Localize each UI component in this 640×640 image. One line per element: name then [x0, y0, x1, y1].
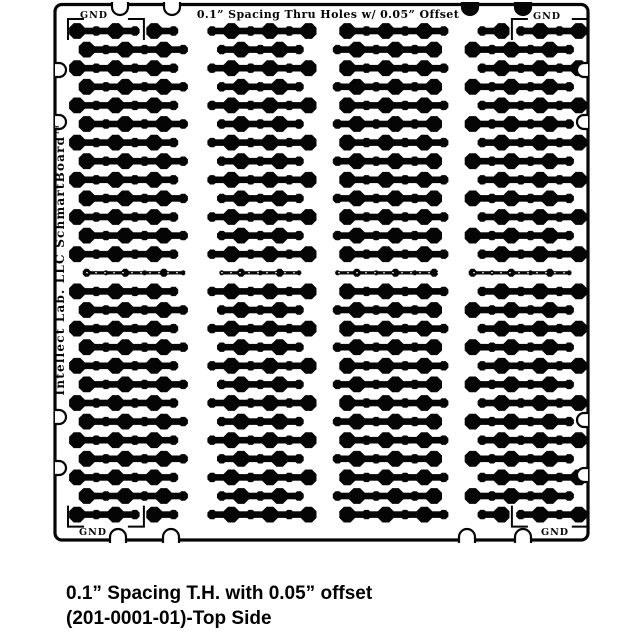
- fine-pitch-row: [77, 269, 581, 277]
- image-caption: [66, 581, 372, 631]
- top-edge-notch: [112, 2, 128, 15]
- pad-row: [79, 79, 574, 95]
- gnd-label-bottom-right: GND: [540, 527, 570, 538]
- left-edge-hook-notch: [55, 410, 66, 424]
- pad-row: [79, 488, 574, 504]
- pad-row: [79, 42, 574, 58]
- pad-row: [69, 470, 587, 486]
- top-edge-notch: [462, 2, 478, 15]
- right-edge-hook-notch: [577, 63, 588, 77]
- pad-row: [69, 209, 587, 225]
- left-edge-hook-notch: [55, 461, 66, 475]
- pad-row: [79, 116, 574, 132]
- caption-line-2: (201-0001-01)-Top Side: [66, 608, 272, 629]
- gnd-label-top-right: GND: [532, 11, 562, 22]
- pad-row: [69, 246, 587, 262]
- bottom-edge-notch: [110, 529, 126, 543]
- top-edge-notch: [515, 2, 531, 15]
- pad-row: [69, 98, 587, 114]
- top-edge-notch: [164, 2, 180, 15]
- left-edge-hook-notch: [55, 63, 66, 77]
- pad-row: [69, 284, 587, 300]
- pad-row: [69, 60, 587, 76]
- right-edge-hook-notch: [577, 413, 588, 427]
- gnd-bus-row: [69, 507, 587, 523]
- pad-row: [79, 228, 574, 244]
- pad-row: [79, 414, 574, 430]
- right-edge-hook-notch: [577, 115, 588, 129]
- board-legend-text: 0.1” Spacing Thru Holes w/ 0.05” Offset: [196, 8, 460, 21]
- gnd-label-top-left: GND: [79, 10, 109, 21]
- pad-row: [79, 377, 574, 393]
- pad-row: [69, 395, 587, 411]
- gnd-label-bottom-left: GND: [78, 527, 108, 538]
- pad-row: [79, 451, 574, 467]
- pad-row: [79, 339, 574, 355]
- pad-row: [69, 432, 587, 448]
- board-graphics-layer: [55, 2, 588, 543]
- pad-row: [79, 302, 574, 318]
- bottom-edge-notch: [163, 529, 179, 543]
- pad-row: [69, 358, 587, 374]
- through-hole-pattern: [69, 23, 587, 522]
- gnd-bus-row: [69, 23, 587, 39]
- pad-row: [69, 321, 587, 337]
- side-brand-text: Intellect Lab. LLC SchmartBoard™: [53, 122, 67, 396]
- pad-row: [69, 135, 587, 151]
- pad-row: [79, 153, 574, 169]
- bottom-edge-notch: [515, 529, 531, 543]
- right-edge-hook-notch: [577, 468, 588, 482]
- pad-row: [79, 191, 574, 207]
- bottom-edge-notch: [459, 529, 475, 543]
- pad-row: [69, 172, 587, 188]
- caption-line-1: 0.1” Spacing T.H. with 0.05” offset: [66, 583, 373, 604]
